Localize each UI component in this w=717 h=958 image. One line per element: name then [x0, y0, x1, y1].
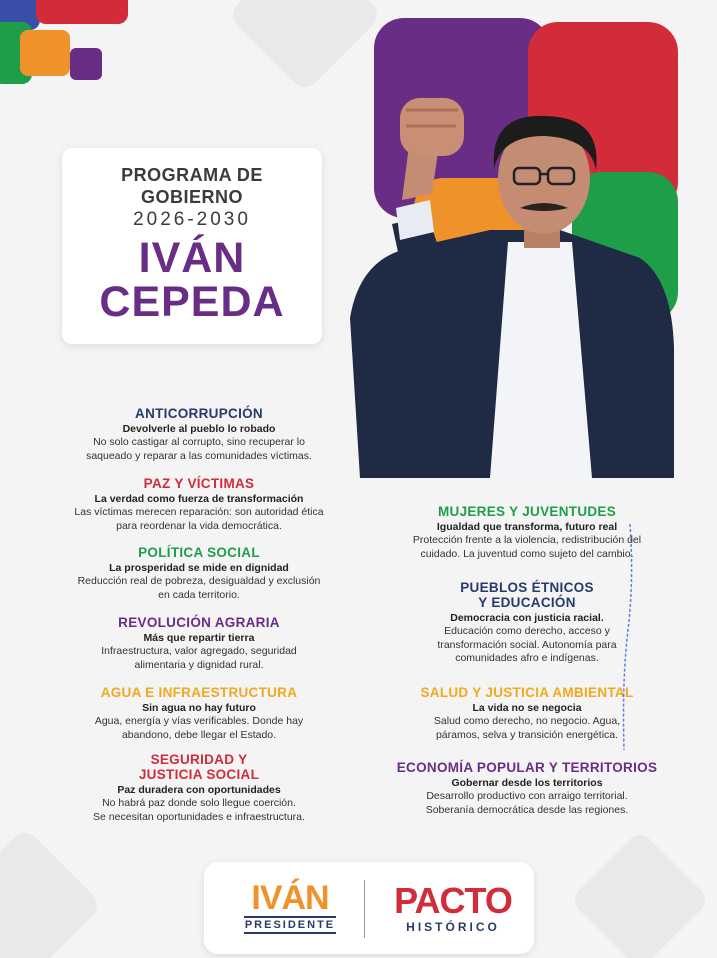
section-heading: SEGURIDAD Y	[150, 752, 248, 767]
section-subtitle: La verdad como fuerza de transformación	[94, 493, 304, 505]
logo-presidente-label: PRESIDENTE	[244, 916, 336, 934]
section-heading: AGUA E INFRAESTRUCTURA	[100, 685, 298, 700]
section-heading: SALUD Y JUSTICIA AMBIENTAL	[420, 685, 634, 700]
section-body-line: páramos, selva y transición energética.	[435, 728, 619, 741]
section-body-line: transformación social. Autonomía para	[437, 638, 617, 651]
decor-square-purple	[70, 48, 102, 80]
decor-square-orange	[20, 30, 70, 76]
section-body-line: saqueado y reparar a las comunidades víctimas.	[86, 449, 312, 462]
section-body-line: en cada territorio.	[158, 588, 240, 601]
section-body-line: Infraestructura, valor agregado, seguridad	[101, 645, 297, 657]
section-heading: ECONOMÍA POPULAR Y TERRITORIOS	[396, 760, 658, 775]
section-seguridad-justicia	[58, 752, 340, 824]
section-body-line: Salud como derecho, no negocio. Agua,	[433, 715, 621, 727]
section-subtitle: Paz duradera con oportunidades	[117, 784, 281, 796]
program-title-line2: GOBIERNO	[140, 187, 243, 207]
section-body-line: Las víctimas merecen reparación: son autoridad ética	[74, 506, 324, 518]
logo-pacto-name: PACTO	[394, 880, 512, 921]
section-body-line: abandono, debe llegar el Estado.	[121, 728, 277, 741]
title-card	[62, 148, 322, 344]
footer-divider	[364, 880, 365, 938]
section-subtitle: Democracia con justicia racial.	[450, 612, 604, 624]
section-body-line: cuidado. La juventud como sujeto del cambio.	[420, 547, 634, 560]
program-years: 2026-2030	[133, 209, 251, 230]
section-body-line: Se necesitan oportunidades e infraestructura.	[93, 810, 305, 823]
section-heading: PUEBLOS ÉTNICOS	[460, 580, 594, 595]
logo-ivan-name: IVÁN	[251, 879, 329, 917]
section-heading: PAZ Y VÍCTIMAS	[143, 476, 255, 491]
decor-soft-shape	[0, 827, 103, 958]
section-heading: ANTICORRUPCIÓN	[135, 406, 263, 421]
pen-scribble	[612, 520, 642, 760]
section-body-line: No habrá paz donde solo llegue coerción.	[102, 797, 296, 809]
section-body-line: Agua, energía y vías verificables. Donde hay	[94, 715, 304, 727]
section-body-line: No solo castigar al corrupto, sino recuperar lo	[93, 436, 305, 448]
section-heading: REVOLUCIÓN AGRARIA	[118, 615, 280, 630]
section-subtitle: Gobernar desde los territorios	[451, 777, 603, 789]
section-paz-victimas	[58, 476, 340, 533]
logo-pacto-historico	[388, 882, 518, 934]
footer-logos	[204, 862, 534, 954]
section-heading-line2: Y EDUCACIÓN	[478, 595, 576, 610]
section-heading: MUJERES Y JUVENTUDES	[437, 504, 617, 519]
section-economia-popular	[382, 760, 672, 817]
candidate-portrait	[340, 18, 678, 478]
candidate-first-name: IVÁN	[138, 234, 246, 282]
section-anticorrupcion	[58, 406, 340, 463]
logo-historico-label: HISTÓRICO	[406, 920, 500, 934]
section-body-line: alimentaria y dignidad rural.	[134, 658, 264, 671]
section-body-line: Protección frente a la violencia, redistribución del	[412, 534, 642, 546]
section-agua-infraestructura	[58, 685, 340, 742]
corner-decoration	[0, 0, 110, 90]
section-politica-social	[58, 545, 340, 602]
section-heading: POLÍTICA SOCIAL	[138, 545, 260, 560]
section-body-line: Soberanía democrática desde las regiones.	[425, 803, 629, 816]
section-heading-line2: JUSTICIA SOCIAL	[138, 767, 260, 782]
candidate-last-name: CEPEDA	[99, 278, 285, 326]
section-body-line: Desarrollo productivo con arraigo territorial.	[426, 790, 628, 802]
section-subtitle: La prosperidad se mide en dignidad	[109, 562, 289, 574]
candidate-photo	[340, 18, 678, 478]
decor-square-red	[36, 0, 128, 24]
section-body-line: Educación como derecho, acceso y	[444, 625, 610, 637]
section-body-line: comunidades afro e indígenas.	[455, 652, 599, 664]
logo-ivan-presidente	[244, 880, 336, 934]
section-subtitle: Igualdad que transforma, futuro real	[436, 521, 618, 533]
section-body-line: Reducción real de pobreza, desigualdad y exclusión	[77, 575, 321, 587]
decor-soft-shape	[569, 829, 710, 958]
section-subtitle: Más que repartir tierra	[143, 632, 255, 644]
section-subtitle: Devolverle al pueblo lo robado	[122, 423, 276, 435]
program-title-line1: PROGRAMA DE	[121, 165, 263, 185]
section-revolucion-agraria	[58, 615, 340, 672]
section-body-line: para reordenar la vida democrática.	[116, 519, 282, 532]
section-subtitle: Sin agua no hay futuro	[142, 702, 256, 714]
section-subtitle: La vida no se negocia	[472, 702, 582, 714]
